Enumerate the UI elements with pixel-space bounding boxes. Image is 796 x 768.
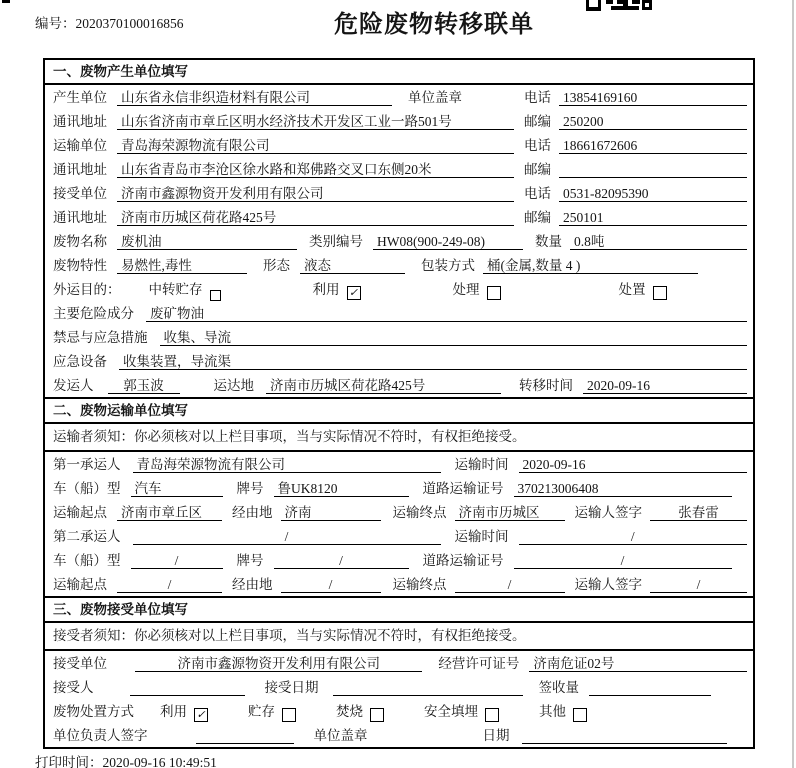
emergency-equipment-label: 应急设备: [53, 354, 107, 369]
route-end1-value: 济南市历城区: [455, 504, 565, 521]
carrier-signature2-value: /: [650, 576, 747, 593]
page-edge-shadow: [792, 0, 794, 768]
disposal-landfill-label: 安全填埋: [424, 704, 478, 719]
checkbox-mark: ✓: [348, 286, 359, 299]
disposal-store-checkbox: [282, 708, 296, 722]
vehicle2-row: [45, 548, 753, 572]
disposal-utilize-checkbox: [194, 708, 208, 722]
route-start2-label: 运输起点: [53, 577, 107, 592]
receiver-unit-label: 接受单位: [53, 186, 107, 201]
carrier-signature1-value: 张春雷: [650, 504, 747, 521]
transport-address-label: 通讯地址: [53, 162, 107, 177]
producer-unit-value: 山东省永信非织造材料有限公司: [117, 89, 392, 106]
producer-unit-label: 产生单位: [53, 90, 107, 105]
waste-property-label: 废物特性: [53, 258, 107, 273]
purpose-utilize-checkbox: [347, 286, 361, 300]
print-time-value: 2020-09-16 10:49:51: [102, 755, 217, 768]
shipper-label: 发运人: [53, 378, 94, 393]
transport-unit-label: 运输单位: [53, 138, 107, 153]
section1-header: 一、废物产生单位填写: [45, 60, 753, 85]
plate1-label: 牌号: [236, 481, 264, 496]
transport-address-row: [45, 157, 753, 181]
waste-property-row: [45, 253, 753, 277]
purpose-dispose-label: 处置: [618, 282, 646, 297]
via1-value: 济南: [281, 504, 381, 521]
second-carrier-value: /: [133, 528, 441, 545]
vehicle1-row: [45, 476, 753, 500]
receiver-address-value: 济南市历城区荷花路425号: [117, 209, 514, 226]
disposal-method-row: [45, 699, 753, 723]
form-state-label: 形态: [263, 258, 290, 273]
serial-label: 编号：: [35, 16, 76, 31]
hazard-component-label: 主要危险成分: [53, 306, 134, 321]
route1-row: [45, 500, 753, 524]
packaging-value: 桶(金属,数量 4 ): [483, 257, 698, 274]
accept-date-label: 接受日期: [264, 680, 319, 695]
carrier-signature1-label: 运输人签字: [574, 505, 642, 520]
purpose-transfer-storage-label: 中转贮存: [148, 282, 203, 297]
disposal-incinerate-checkbox: [370, 708, 384, 722]
hazard-component-row: [45, 301, 753, 325]
scan-artifact: [2, 0, 10, 3]
via1-label: 经由地: [232, 505, 273, 520]
acceptor-value: [130, 679, 245, 696]
transfer-form-table: [43, 58, 755, 749]
first-carrier-label: 第一承运人: [53, 457, 121, 472]
taboo-measures-value: 收集、导流: [160, 329, 748, 346]
page-title: 危险废物转移联单: [334, 12, 534, 38]
transport-phone-label: 电话: [524, 138, 551, 153]
vehicle-type2-label: 车（船）型: [53, 553, 121, 568]
accept-unit-label: 接受单位: [53, 656, 107, 671]
receiver-address-row: [45, 205, 753, 229]
section2-header: 二、废物运输单位填写: [45, 397, 753, 424]
accept-unit-value: 济南市鑫源物资开发利用有限公司: [135, 655, 422, 672]
transfer-time-label: 转移时间: [519, 378, 573, 393]
category-code-value: HW08(900-249-08): [373, 233, 523, 250]
accept-unit-row: [45, 651, 753, 675]
license-value: 济南危证02号: [529, 655, 747, 672]
plate2-label: 牌号: [236, 553, 264, 568]
receiver-address-label: 通讯地址: [53, 210, 107, 225]
route-end1-label: 运输终点: [392, 505, 447, 520]
form-state-value: 液态: [300, 257, 405, 274]
emergency-equipment-value: 收集装置，导流渠: [119, 353, 747, 370]
emergency-equipment-row: [45, 349, 753, 373]
serial-value: 2020370100016856: [75, 16, 184, 31]
outbound-purpose-label: 外运目的：: [53, 282, 121, 297]
license-label: 经营许可证号: [438, 656, 520, 671]
second-carrier-row: [45, 524, 753, 548]
carrier-signature2-label: 运输人签字: [574, 577, 642, 592]
disposal-method-label: 废物处置方式: [53, 704, 134, 719]
producer-address-label: 通讯地址: [53, 114, 107, 129]
receiver-zip-label: 邮编: [524, 210, 551, 225]
responsible-signature-value: [196, 727, 294, 744]
purpose-utilize-label: 利用: [312, 282, 340, 297]
packaging-label: 包装方式: [421, 258, 475, 273]
transport-time2-label: 运输时间: [454, 529, 509, 544]
transport-zip-value: [559, 161, 747, 178]
shipper-value: 郭玉波: [108, 377, 180, 394]
receiver-unit-row: [45, 181, 753, 205]
producer-unit-row: [45, 85, 753, 109]
taboo-measures-label: 禁忌与应急措施: [53, 330, 148, 345]
transport-zip-label: 邮编: [524, 162, 551, 177]
quantity-value: 0.8吨: [570, 233, 747, 250]
producer-zip-value: 250200: [559, 113, 747, 130]
receiver-phone-label: 电话: [524, 186, 551, 201]
via2-value: /: [281, 576, 381, 593]
disposal-store-label: 贮存: [248, 704, 275, 719]
disposal-landfill-checkbox: [485, 708, 499, 722]
transport-time2-value: /: [519, 528, 748, 545]
purpose-treat-label: 处理: [452, 282, 480, 297]
transport-time1-value: 2020-09-16: [519, 456, 748, 473]
route-end2-label: 运输终点: [392, 577, 447, 592]
received-quantity-label: 签收量: [538, 680, 579, 695]
road-permit2-value: /: [514, 552, 732, 569]
waste-property-value: 易燃性,毒性: [117, 257, 247, 274]
route-end2-value: /: [455, 576, 565, 593]
waste-name-row: [45, 229, 753, 253]
purpose-treat-checkbox: [487, 286, 501, 300]
vehicle-type2-value: /: [131, 552, 223, 569]
date-value: [522, 727, 728, 744]
transport-unit-row: [45, 133, 753, 157]
road-permit2-label: 道路运输证号: [422, 553, 504, 568]
outbound-purpose-row: [45, 277, 753, 301]
route-start1-label: 运输起点: [53, 505, 107, 520]
disposal-incinerate-label: 焚烧: [336, 704, 363, 719]
waste-name-value: 废机油: [117, 233, 297, 250]
category-code-label: 类别编号: [309, 234, 363, 249]
producer-zip-label: 邮编: [524, 114, 551, 129]
receiver-phone-value: 0531-82095390: [559, 185, 747, 202]
producer-address-value: 山东省济南市章丘区明水经济技术开发区工业一路501号: [117, 113, 514, 130]
plate2-value: /: [274, 552, 409, 569]
disposal-other-checkbox: [573, 708, 587, 722]
section3-header: 三、废物接受单位填写: [45, 596, 753, 623]
transporter-notice: 运输者须知：你必须核对以上栏目事项，当与实际情况不符时，有权拒绝接受。: [45, 424, 753, 452]
route2-row: [45, 572, 753, 596]
quantity-label: 数量: [535, 234, 562, 249]
waste-name-label: 废物名称: [53, 234, 107, 249]
date-label: 日期: [482, 728, 510, 743]
purpose-dispose-checkbox: [653, 286, 667, 300]
destination-value: 济南市历城区荷花路425号: [266, 377, 501, 394]
purpose-transfer-storage-checkbox: [210, 290, 221, 301]
second-carrier-label: 第二承运人: [53, 529, 121, 544]
disposal-other-label: 其他: [539, 704, 566, 719]
via2-label: 经由地: [232, 577, 273, 592]
print-time-label: 打印时间：: [35, 755, 103, 768]
unit-seal-label: 单位盖章: [408, 90, 462, 105]
producer-phone-label: 电话: [524, 90, 551, 105]
destination-label: 运达地: [213, 378, 254, 393]
transport-time1-label: 运输时间: [454, 457, 509, 472]
responsible-signature-row: [45, 723, 753, 747]
receiver-unit-value: 济南市鑫源物资开发利用有限公司: [117, 185, 514, 202]
shipper-row: [45, 373, 753, 397]
vehicle-type1-label: 车（船）型: [53, 481, 121, 496]
acceptor-label: 接受人: [53, 680, 94, 695]
disposal-utilize-label: 利用: [160, 704, 187, 719]
unit-seal2-label: 单位盖章: [313, 728, 368, 743]
first-carrier-value: 青岛海荣源物流有限公司: [133, 456, 441, 473]
accept-date-value: [333, 679, 523, 696]
route-start1-value: 济南市章丘区: [117, 504, 222, 521]
producer-phone-value: 13854169160: [559, 89, 747, 106]
responsible-signature-label: 单位负责人签字: [53, 728, 148, 743]
acceptor-row: [45, 675, 753, 699]
road-permit1-value: 370213006408: [514, 480, 732, 497]
taboo-measures-row: [45, 325, 753, 349]
producer-address-row: [45, 109, 753, 133]
route-start2-value: /: [117, 576, 222, 593]
vehicle-type1-value: 汽车: [131, 480, 223, 497]
print-time: [35, 751, 217, 768]
first-carrier-row: [45, 452, 753, 476]
received-quantity-value: [589, 679, 711, 696]
checkbox-mark: ✓: [196, 708, 206, 721]
receiver-zip-value: 250101: [559, 209, 747, 226]
transport-unit-value: 青岛海荣源物流有限公司: [117, 137, 514, 154]
road-permit1-label: 道路运输证号: [422, 481, 504, 496]
transport-phone-value: 18661672606: [559, 137, 747, 154]
transport-address-value: 山东省青岛市李沧区徐水路和郑佛路交叉口东侧20米: [117, 161, 514, 178]
receiver-notice: 接受者须知：你必须核对以上栏目事项，当与实际情况不符时，有权拒绝接受。: [45, 623, 753, 651]
hazard-component-value: 废矿物油: [146, 305, 747, 322]
plate1-value: 鲁UK8120: [274, 480, 409, 497]
transfer-time-value: 2020-09-16: [583, 377, 747, 394]
